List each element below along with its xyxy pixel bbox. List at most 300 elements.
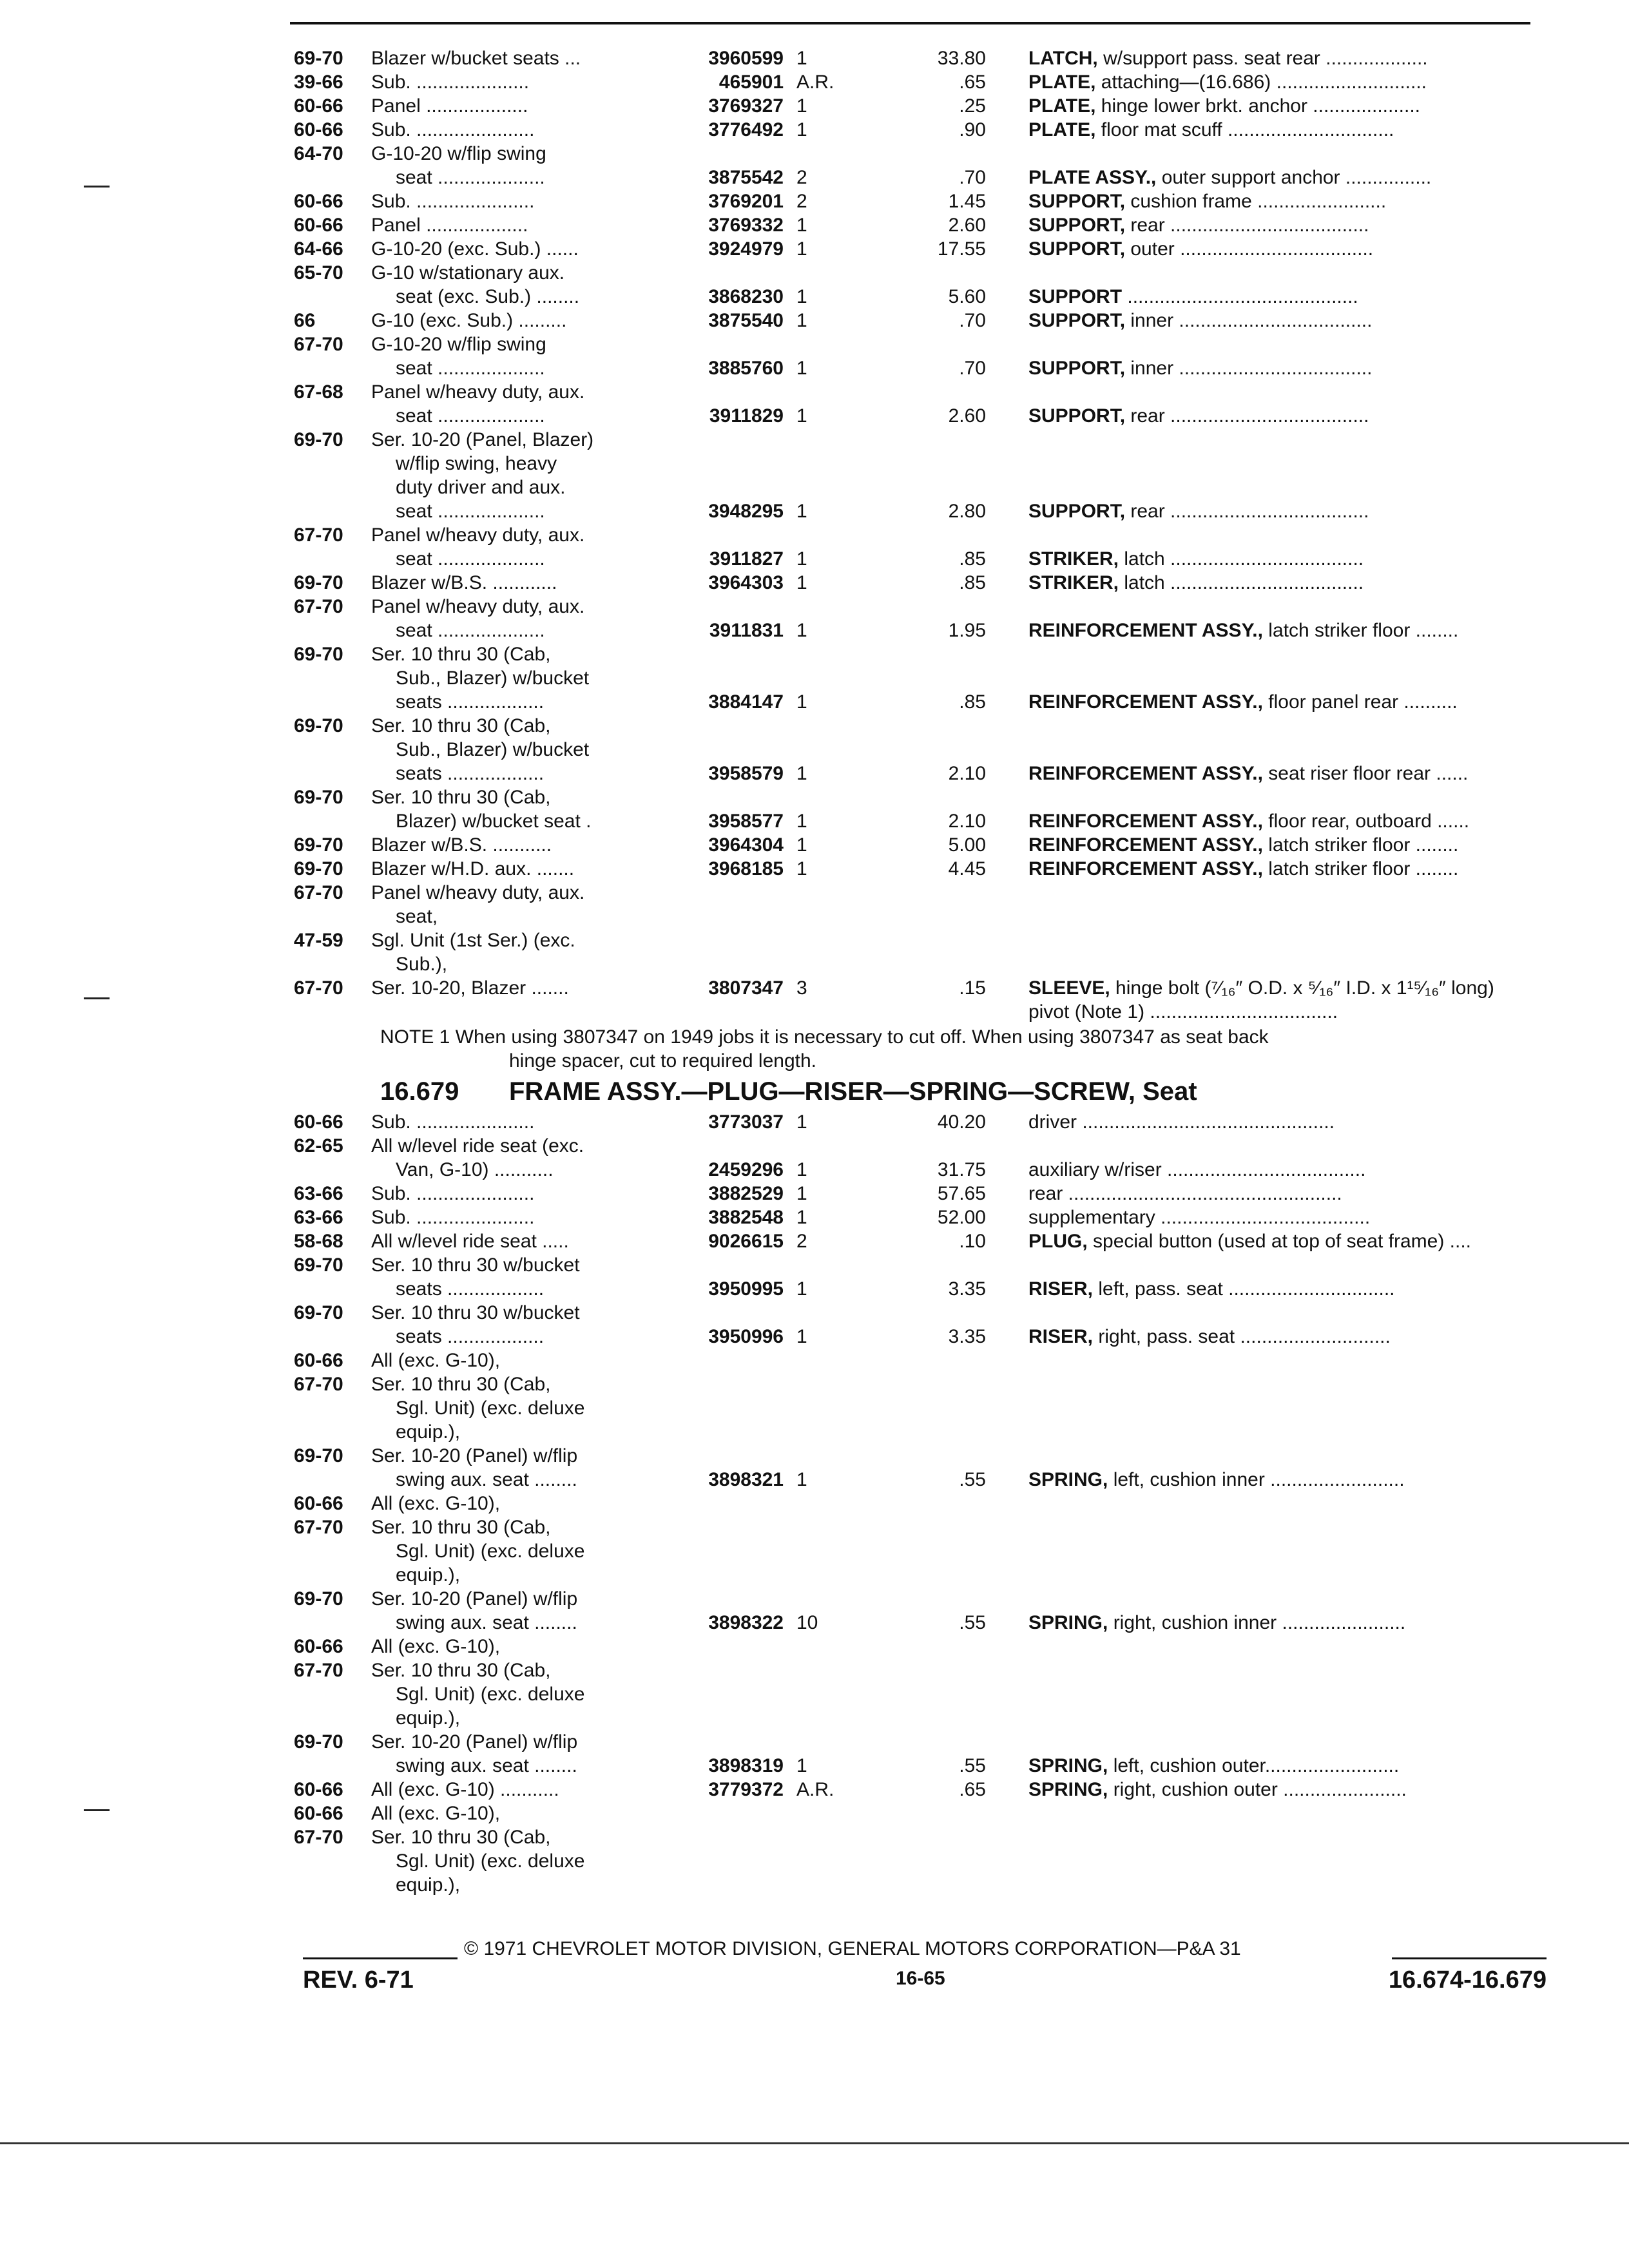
parts-group-16-679 — [284, 1110, 1547, 1897]
application: Panel ................... — [371, 95, 528, 117]
model-year: 60-66 — [294, 1350, 343, 1371]
part-row — [284, 213, 1547, 237]
application: All (exc. G-10), — [371, 1350, 501, 1371]
price: .55 — [959, 1612, 986, 1633]
application: All w/level ride seat ..... — [371, 1231, 569, 1252]
part-row — [284, 94, 1547, 118]
part-name: REINFORCEMENT ASSY., — [1028, 811, 1263, 832]
application: Sgl. Unit) (exc. deluxe — [396, 1684, 585, 1705]
application: Blazer w/bucket seats ... — [371, 48, 581, 69]
model-year: 60-66 — [294, 1803, 343, 1824]
part-row — [284, 1253, 1547, 1277]
model-year: 67-70 — [294, 977, 343, 999]
quantity: 1 — [796, 358, 807, 379]
part-row — [284, 1730, 1547, 1754]
application: Panel ................... — [371, 215, 528, 236]
quantity: 1 — [796, 763, 807, 784]
description — [1028, 189, 1557, 213]
part-row — [284, 1468, 1547, 1492]
note-1 — [284, 1025, 1547, 1073]
application: Sgl. Unit) (exc. deluxe — [396, 1850, 585, 1872]
application: Sub.), — [396, 954, 448, 975]
quantity: 1 — [796, 1278, 807, 1300]
part-row — [284, 404, 1547, 428]
description — [1028, 1778, 1557, 1802]
part-row — [284, 1000, 1547, 1024]
model-year: 60-66 — [294, 1111, 343, 1133]
part-row — [284, 1396, 1547, 1420]
application: Panel w/heavy duty, aux. — [371, 524, 585, 546]
application: seat .................... — [396, 620, 545, 641]
quantity: 1 — [796, 834, 807, 856]
part-row — [284, 976, 1547, 1000]
price: .85 — [959, 691, 986, 713]
part-name: PLATE, — [1028, 119, 1096, 140]
model-year: 69-70 — [294, 1254, 343, 1276]
part-row — [284, 476, 1547, 499]
model-year: 69-70 — [294, 1445, 343, 1466]
part-name: SUPPORT, — [1028, 405, 1126, 427]
part-detail: inner .................................... — [1125, 358, 1373, 379]
part-number: 3769327 — [708, 95, 784, 117]
page-number: 16-65 — [896, 1968, 945, 1989]
part-row — [284, 1706, 1547, 1730]
part-row — [284, 1134, 1547, 1158]
model-year: 67-70 — [294, 1374, 343, 1395]
part-row — [284, 905, 1547, 928]
section-number: 16.679 — [380, 1077, 459, 1106]
quantity: 2 — [796, 191, 807, 212]
part-name: SUPPORT, — [1028, 238, 1126, 260]
description — [1028, 1158, 1557, 1182]
price: 40.20 — [937, 1111, 986, 1133]
part-number: 3968185 — [708, 858, 784, 879]
part-number: 2459296 — [708, 1159, 784, 1180]
model-year: 67-70 — [294, 596, 343, 617]
quantity: 1 — [796, 691, 807, 713]
part-row — [284, 261, 1547, 285]
part-row — [284, 1420, 1547, 1444]
model-year: 69-70 — [294, 572, 343, 593]
part-row — [284, 1849, 1547, 1873]
part-detail: rear ..................................... — [1125, 405, 1369, 427]
part-row — [284, 1206, 1547, 1229]
application: Panel w/heavy duty, aux. — [371, 882, 585, 903]
part-row — [284, 46, 1547, 70]
part-row — [284, 189, 1547, 213]
part-number: 3898322 — [708, 1612, 784, 1633]
application: seat .................... — [396, 405, 545, 427]
model-year: 69-70 — [294, 715, 343, 736]
price: .65 — [959, 1779, 986, 1800]
price: 2.80 — [948, 501, 986, 522]
quantity: 10 — [796, 1612, 818, 1633]
part-row — [284, 857, 1547, 881]
part-detail: pivot (Note 1) ................................... — [1028, 1001, 1338, 1023]
part-row — [284, 1372, 1547, 1396]
application: Blazer w/H.D. aux. ....... — [371, 858, 575, 879]
description — [1028, 285, 1557, 309]
application: Ser. 10 thru 30 (Cab, — [371, 787, 551, 808]
part-row — [284, 1229, 1547, 1253]
description — [1028, 1325, 1557, 1349]
description — [1028, 571, 1557, 595]
application: Sub., Blazer) w/bucket — [396, 668, 590, 689]
quantity: A.R. — [796, 72, 834, 93]
part-detail: w/support pass. seat rear ................... — [1097, 48, 1428, 69]
part-number: 465901 — [718, 72, 784, 93]
quantity: 1 — [796, 1159, 807, 1180]
model-year: 69-70 — [294, 644, 343, 665]
part-name: REINFORCEMENT ASSY., — [1028, 834, 1263, 856]
part-row — [284, 285, 1547, 309]
model-year: 64-66 — [294, 238, 343, 260]
part-detail: floor mat scuff ............................... — [1095, 119, 1394, 140]
quantity: 3 — [796, 977, 807, 999]
model-year: 67-70 — [294, 1660, 343, 1681]
model-year: 64-70 — [294, 143, 343, 164]
quantity: 1 — [796, 286, 807, 307]
part-row — [284, 881, 1547, 905]
price: .70 — [959, 167, 986, 188]
application: Ser. 10 thru 30 (Cab, — [371, 715, 551, 736]
application: All (exc. G-10), — [371, 1636, 501, 1657]
price: 1.45 — [948, 191, 986, 212]
application: Ser. 10-20, Blazer ....... — [371, 977, 569, 999]
part-number: 3807347 — [708, 977, 784, 999]
model-year: 63-66 — [294, 1183, 343, 1204]
price: 2.60 — [948, 215, 986, 236]
part-number: 3882529 — [708, 1183, 784, 1204]
part-number: 3882548 — [708, 1207, 784, 1228]
quantity: 1 — [796, 405, 807, 427]
part-row — [284, 1158, 1547, 1182]
margin-mark — [84, 186, 110, 187]
part-row — [284, 452, 1547, 476]
application: Ser. 10 thru 30 w/bucket — [371, 1302, 580, 1323]
quantity: A.R. — [796, 1779, 834, 1800]
part-number: 9026615 — [708, 1231, 784, 1252]
part-name: REINFORCEMENT ASSY., — [1028, 620, 1263, 641]
part-row — [284, 952, 1547, 976]
part-row — [284, 1539, 1547, 1563]
part-name: STRIKER, — [1028, 572, 1119, 593]
description — [1028, 1206, 1557, 1229]
description — [1028, 309, 1557, 332]
quantity: 1 — [796, 548, 807, 570]
quantity: 1 — [796, 572, 807, 593]
part-detail: seat riser floor rear ...... — [1262, 763, 1469, 784]
application: G-10-20 (exc. Sub.) ...... — [371, 238, 579, 260]
model-year: 69-70 — [294, 429, 343, 450]
part-name: REINFORCEMENT ASSY., — [1028, 858, 1263, 879]
part-number: 3884147 — [708, 691, 784, 713]
description — [1028, 46, 1557, 70]
part-detail: auxiliary w/riser ..................................... — [1028, 1159, 1366, 1180]
copyright-line: © 1971 CHEVROLET MOTOR DIVISION, GENERAL MOTORS CORPORATION—P&A 31 — [464, 1938, 1241, 1959]
part-row — [284, 1658, 1547, 1682]
application: Ser. 10 thru 30 (Cab, — [371, 644, 551, 665]
model-year: 60-66 — [294, 1493, 343, 1514]
part-detail: right, pass. seat ............................ — [1093, 1326, 1391, 1347]
part-name: RISER, — [1028, 1278, 1094, 1300]
part-number: 3779372 — [708, 1779, 784, 1800]
part-row — [284, 1325, 1547, 1349]
application: swing aux. seat ........ — [396, 1469, 577, 1490]
part-detail: special button (used at top of seat frame) .... — [1087, 1231, 1471, 1252]
model-year: 39-66 — [294, 72, 343, 93]
model-year: 69-70 — [294, 834, 343, 856]
note-line: NOTE 1 When using 3807347 on 1949 jobs it is necessary to cut off. When using 3807347 as seat back — [380, 1026, 1269, 1048]
part-name: SUPPORT, — [1028, 310, 1126, 331]
part-detail: left, pass. seat ............................... — [1093, 1278, 1395, 1300]
price: 31.75 — [937, 1159, 986, 1180]
part-detail: outer .................................... — [1125, 238, 1374, 260]
price: 52.00 — [937, 1207, 986, 1228]
application: Ser. 10-20 (Panel, Blazer) — [371, 429, 594, 450]
quantity: 1 — [796, 1111, 807, 1133]
price: 17.55 — [937, 238, 986, 260]
part-number: 3948295 — [708, 501, 784, 522]
part-row — [284, 428, 1547, 452]
application: seat, — [396, 906, 438, 927]
part-number: 3898319 — [708, 1755, 784, 1776]
application: equip.), — [396, 1421, 461, 1443]
part-detail: attaching—(16.686) ............................ — [1095, 72, 1427, 93]
application: seat .................... — [396, 358, 545, 379]
part-row — [284, 380, 1547, 404]
section-range: 16.674-16.679 — [1388, 1966, 1547, 1994]
part-row — [284, 738, 1547, 762]
part-row — [284, 571, 1547, 595]
part-name: SUPPORT, — [1028, 215, 1126, 236]
part-row — [284, 1754, 1547, 1778]
part-row — [284, 1611, 1547, 1635]
model-year: 67-70 — [294, 1517, 343, 1538]
part-name: PLUG, — [1028, 1231, 1088, 1252]
part-row — [284, 1682, 1547, 1706]
application: G-10 (exc. Sub.) ......... — [371, 310, 567, 331]
model-year: 60-66 — [294, 119, 343, 140]
price: 5.00 — [948, 834, 986, 856]
application: Sub. ...................... — [371, 191, 535, 212]
part-row — [284, 523, 1547, 547]
part-row — [284, 309, 1547, 332]
part-row — [284, 1635, 1547, 1658]
price: 1.95 — [948, 620, 986, 641]
part-name: LATCH, — [1028, 48, 1098, 69]
model-year: 67-68 — [294, 381, 343, 403]
part-name: SUPPORT, — [1028, 191, 1126, 212]
application: seats .................. — [396, 763, 545, 784]
part-number: 3950995 — [708, 1278, 784, 1300]
model-year: 62-65 — [294, 1135, 343, 1157]
part-detail: rear ................................................... — [1028, 1183, 1342, 1204]
quantity: 1 — [796, 48, 807, 69]
part-detail: rear ..................................... — [1125, 215, 1369, 236]
application: w/flip swing, heavy — [396, 453, 557, 474]
part-number: 3776492 — [708, 119, 784, 140]
part-row — [284, 166, 1547, 189]
part-row — [284, 70, 1547, 94]
application: Sub. ...................... — [371, 119, 535, 140]
part-row — [284, 1515, 1547, 1539]
part-number: 3911831 — [709, 620, 784, 641]
model-year: 60-66 — [294, 1636, 343, 1657]
part-row — [284, 356, 1547, 380]
part-detail: inner .................................... — [1125, 310, 1373, 331]
application: Sub. ..................... — [371, 72, 530, 93]
application: Ser. 10 thru 30 (Cab, — [371, 1517, 551, 1538]
revision-label: REV. 6-71 — [303, 1966, 414, 1994]
part-name: PLATE, — [1028, 72, 1096, 93]
part-name: PLATE, — [1028, 95, 1096, 117]
description — [1028, 356, 1557, 380]
model-year: 60-66 — [294, 1779, 343, 1800]
part-detail: rear ..................................... — [1125, 501, 1369, 522]
part-row — [284, 332, 1547, 356]
part-detail: ........................................... — [1122, 286, 1358, 307]
part-row — [284, 237, 1547, 261]
part-row — [284, 714, 1547, 738]
description — [1028, 1611, 1557, 1635]
part-row — [284, 809, 1547, 833]
description — [1028, 976, 1557, 1000]
margin-mark — [84, 997, 110, 999]
part-row — [284, 1825, 1547, 1849]
price: .25 — [959, 95, 986, 117]
part-number: 3958577 — [708, 811, 784, 832]
application: equip.), — [396, 1874, 461, 1896]
application: Ser. 10 thru 30 (Cab, — [371, 1660, 551, 1681]
part-number: 3769201 — [708, 191, 784, 212]
description — [1028, 809, 1557, 833]
part-name: REINFORCEMENT ASSY., — [1028, 763, 1263, 784]
part-row — [284, 619, 1547, 642]
application: Ser. 10 thru 30 (Cab, — [371, 1827, 551, 1848]
description — [1028, 1277, 1557, 1301]
model-year: 67-70 — [294, 524, 343, 546]
price: .65 — [959, 72, 986, 93]
part-number: 3769332 — [708, 215, 784, 236]
application: Ser. 10 thru 30 (Cab, — [371, 1374, 551, 1395]
application: Sgl. Unit) (exc. deluxe — [396, 1541, 585, 1562]
model-year: 63-66 — [294, 1207, 343, 1228]
price: 57.65 — [937, 1183, 986, 1204]
part-name: SPRING, — [1028, 1612, 1108, 1633]
model-year: 69-70 — [294, 1588, 343, 1610]
price: .10 — [959, 1231, 986, 1252]
description — [1028, 70, 1557, 94]
price: 2.60 — [948, 405, 986, 427]
part-name: SLEEVE, — [1028, 977, 1110, 999]
quantity: 1 — [796, 95, 807, 117]
price: .90 — [959, 119, 986, 140]
part-name: SPRING, — [1028, 1469, 1108, 1490]
bottom-rule — [0, 2142, 1629, 2144]
part-detail: outer support anchor ................ — [1156, 167, 1432, 188]
margin-mark — [84, 1809, 110, 1811]
part-detail: supplementary ....................................... — [1028, 1207, 1371, 1228]
part-row — [284, 499, 1547, 523]
price: .55 — [959, 1469, 986, 1490]
model-year: 67-70 — [294, 1827, 343, 1848]
description — [1028, 547, 1557, 571]
part-number: 3875540 — [708, 310, 784, 331]
quantity: 2 — [796, 1231, 807, 1252]
model-year: 60-66 — [294, 95, 343, 117]
application: equip.), — [396, 1707, 461, 1729]
part-row — [284, 666, 1547, 690]
application: Ser. 10 thru 30 w/bucket — [371, 1254, 580, 1276]
application: seats .................. — [396, 691, 545, 713]
price: 33.80 — [937, 48, 986, 69]
part-detail: left, cushion inner ......................... — [1108, 1469, 1405, 1490]
part-detail: right, cushion outer ....................... — [1108, 1779, 1407, 1800]
model-year: 58-68 — [294, 1231, 343, 1252]
part-number: 3960599 — [708, 48, 784, 69]
part-detail: driver ............................................... — [1028, 1111, 1335, 1133]
part-row — [284, 595, 1547, 619]
application: All (exc. G-10) ........... — [371, 1779, 559, 1800]
description — [1028, 237, 1557, 261]
application: seat .................... — [396, 501, 545, 522]
application: Van, G-10) ........... — [396, 1159, 554, 1180]
part-number: 3924979 — [708, 238, 784, 260]
application: Panel w/heavy duty, aux. — [371, 381, 585, 403]
part-row — [284, 1802, 1547, 1825]
application: Panel w/heavy duty, aux. — [371, 596, 585, 617]
application: Ser. 10-20 (Panel) w/flip — [371, 1445, 578, 1466]
price: .85 — [959, 548, 986, 570]
part-row — [284, 1349, 1547, 1372]
part-row — [284, 118, 1547, 142]
top-rule — [290, 22, 1530, 24]
application: swing aux. seat ........ — [396, 1612, 577, 1633]
application: Sgl. Unit) (exc. deluxe — [396, 1398, 585, 1419]
part-detail: left, cushion outer......................... — [1108, 1755, 1400, 1776]
part-detail: latch .................................... — [1119, 572, 1364, 593]
quantity: 1 — [796, 858, 807, 879]
model-year: 69-70 — [294, 787, 343, 808]
part-detail: latch striker floor ........ — [1262, 834, 1459, 856]
part-number: 3868230 — [708, 286, 784, 307]
parts-group-16-674 — [284, 46, 1547, 1024]
description — [1028, 1182, 1557, 1206]
note-line: hinge spacer, cut to required length. — [509, 1050, 816, 1072]
application: seat (exc. Sub.) ........ — [396, 286, 580, 307]
application: seat .................... — [396, 548, 545, 570]
application: Ser. 10-20 (Panel) w/flip — [371, 1731, 578, 1753]
application: duty driver and aux. — [396, 477, 566, 498]
price: .55 — [959, 1755, 986, 1776]
application: seats .................. — [396, 1278, 545, 1300]
model-year: 60-66 — [294, 191, 343, 212]
description — [1028, 404, 1557, 428]
part-number: 3875542 — [708, 167, 784, 188]
quantity: 2 — [796, 167, 807, 188]
model-year: 69-70 — [294, 858, 343, 879]
description — [1028, 619, 1557, 642]
price: 5.60 — [948, 286, 986, 307]
part-row — [284, 547, 1547, 571]
part-number: 3950996 — [708, 1326, 784, 1347]
model-year: 67-70 — [294, 334, 343, 355]
part-detail: cushion frame ........................ — [1125, 191, 1387, 212]
price: 2.10 — [948, 763, 986, 784]
part-row — [284, 928, 1547, 952]
application: swing aux. seat ........ — [396, 1755, 577, 1776]
